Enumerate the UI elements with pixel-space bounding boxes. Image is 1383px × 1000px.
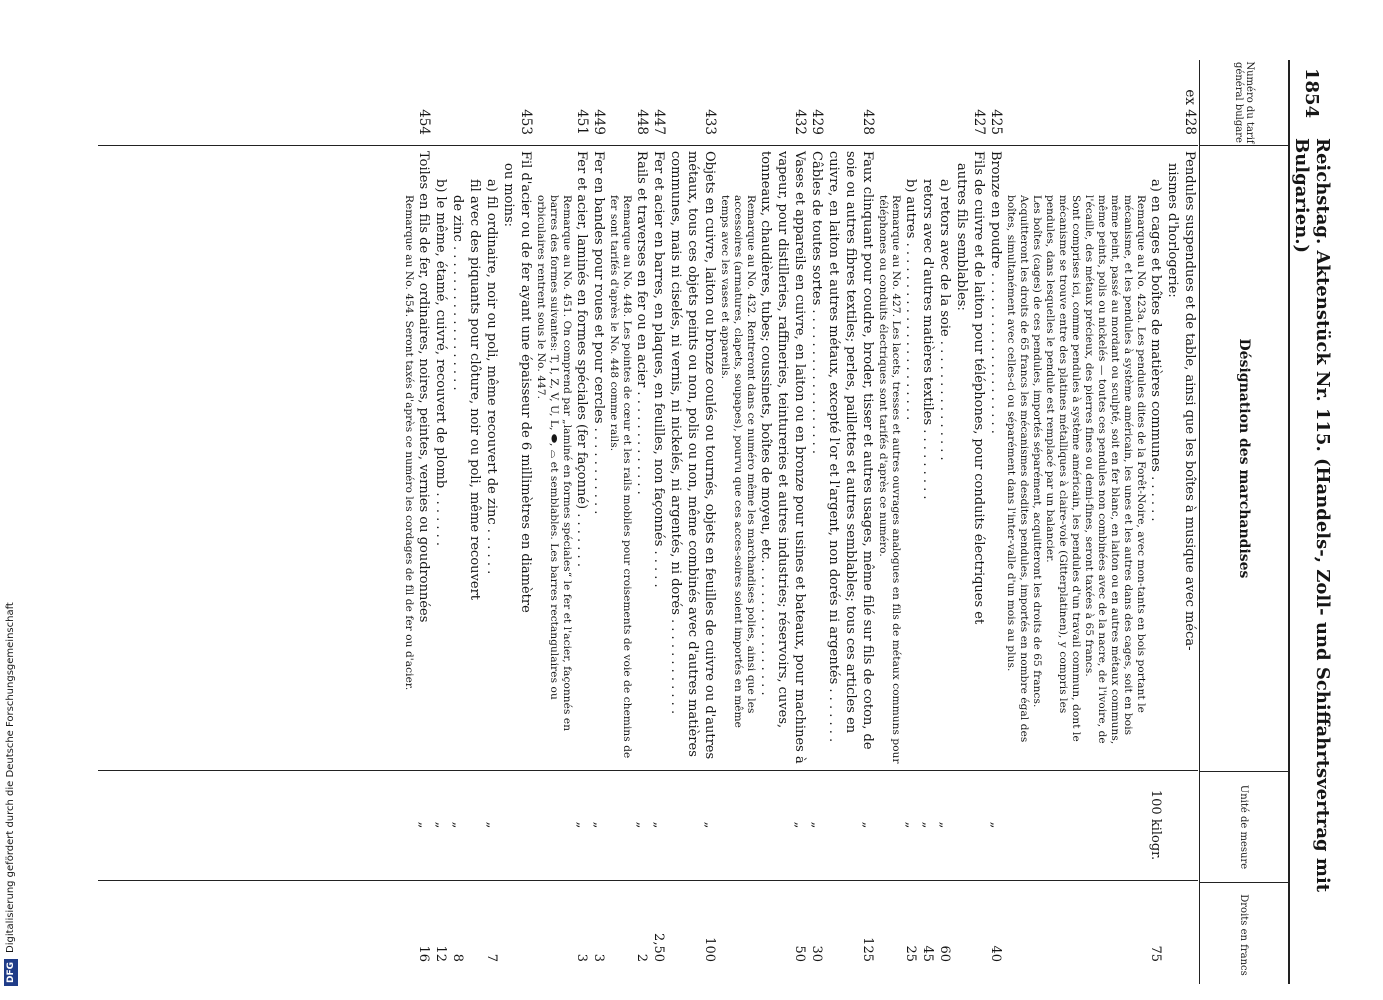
column-divider bbox=[98, 145, 1198, 146]
designation-text: Fer en bandes pour roues et pour cercles . . . . . . . . . . . bbox=[591, 151, 606, 515]
tariff-number bbox=[534, 60, 573, 145]
designation-text: b) autres . . . . . . . . . . . . . . . . . . . . . . bbox=[903, 179, 918, 421]
duty-francs bbox=[718, 880, 757, 984]
table-row bbox=[1181, 60, 1198, 984]
running-title: Reichstag. Aktenstück Nr. 115. (Handels-, Zoll- und Schiffahrtsvertrag mit Bulgarien.) bbox=[1291, 138, 1333, 893]
designation-text: Vases et appareils en cuivre, en laiton ou en bronze pour usines et bateaux, pour machines à vapeur, pour distilleries, raffineries, teintureries et autres industries; réservoirs, cuves, tonneaux, chaudières, tubes; coussinets, boîtes de moyeu, etc. . . . . . . . . . . . . . . . . bbox=[758, 151, 807, 764]
duty-francs bbox=[500, 880, 517, 984]
designation-text: Remarque au No. 454. Seront taxés d'après ce numéro les cordages de fil de fer ou d'acier. bbox=[403, 195, 415, 691]
duty-francs bbox=[953, 880, 970, 984]
unit-of-measure: „ bbox=[809, 821, 824, 829]
table-row bbox=[1082, 60, 1147, 984]
table-row bbox=[466, 60, 483, 984]
table-row bbox=[534, 60, 573, 984]
table-row bbox=[1004, 60, 1030, 984]
table-row bbox=[483, 60, 500, 984]
unit-of-measure bbox=[1030, 770, 1043, 880]
designation-text: Fils de cuivre et de laiton pour téléphones, pour conduits électriques et bbox=[971, 151, 986, 625]
duty-francs: 45 bbox=[920, 945, 935, 962]
tariff-number bbox=[1043, 60, 1082, 145]
designation-text: Pendules suspendues et de table, ainsi que les boîtes à musique avec méca- bbox=[1182, 151, 1197, 651]
unit-of-measure bbox=[607, 770, 633, 880]
tariff-number: 449 bbox=[591, 109, 607, 135]
tariff-number: 433 bbox=[702, 109, 718, 135]
unit-of-measure: „ bbox=[416, 821, 431, 829]
designation-text: fil avec des piquants pour clôture, noir ou poli, même recouvert bbox=[467, 179, 482, 601]
tariff-number bbox=[718, 60, 757, 145]
table-body bbox=[98, 60, 1198, 984]
duty-francs bbox=[402, 880, 415, 984]
tariff-number: 427 bbox=[971, 109, 987, 135]
designation-text: a) en cages et boîtes de matières communes . . . . . . bbox=[1148, 179, 1163, 522]
tariff-number bbox=[1030, 60, 1043, 145]
table-row bbox=[970, 60, 987, 984]
table-row bbox=[1030, 60, 1043, 984]
duty-francs: 30 bbox=[809, 945, 824, 962]
tariff-number: 453 bbox=[518, 109, 534, 135]
table-row bbox=[607, 60, 633, 984]
unit-of-measure bbox=[970, 770, 987, 880]
tariff-number: 451 bbox=[574, 109, 590, 135]
duty-francs bbox=[1030, 880, 1043, 984]
tariff-number bbox=[402, 60, 415, 145]
duty-francs: 40 bbox=[988, 945, 1003, 962]
duty-francs: 3 bbox=[591, 953, 606, 962]
table-row bbox=[876, 60, 902, 984]
tariff-table bbox=[98, 60, 1290, 984]
tariff-number: 432 bbox=[792, 109, 808, 135]
tariff-number: 447 bbox=[651, 109, 667, 135]
side-note-text: Digitalisierung gefördert durch die Deutsche Forschungsgemeinschaft bbox=[5, 602, 16, 953]
unit-of-measure bbox=[1082, 770, 1147, 880]
duty-francs bbox=[534, 880, 573, 984]
unit-of-measure: „ bbox=[591, 821, 606, 829]
table-row bbox=[650, 60, 667, 984]
designation-text: Acquitteront les droits de 65 francs les mécanismes desdites pendules, importés en nombre égal des boîtes, simultanément avec celles-ci ou séparément dans l'inter-valle d'un mois au plus. bbox=[1005, 195, 1030, 743]
column-divider bbox=[98, 880, 1198, 881]
tariff-number: 425 bbox=[988, 109, 1004, 135]
dfg-logo: DFG bbox=[4, 959, 18, 986]
unit-of-measure bbox=[718, 770, 757, 880]
table-row bbox=[415, 60, 432, 984]
tariff-number bbox=[1082, 60, 1147, 145]
duty-francs bbox=[1004, 880, 1030, 984]
tariff-number bbox=[919, 60, 936, 145]
unit-of-measure bbox=[1181, 770, 1198, 880]
designation-text: Câbles de toutes sortes . . . . . . . . . . . . . . . . . . bbox=[809, 151, 824, 455]
tariff-number bbox=[607, 60, 633, 145]
table-row bbox=[987, 60, 1004, 984]
table-row bbox=[432, 60, 449, 984]
tariff-number bbox=[876, 60, 902, 145]
unit-of-measure: „ bbox=[792, 821, 807, 829]
unit-of-measure: „ bbox=[634, 821, 649, 829]
unit-of-measure bbox=[466, 770, 483, 880]
tariff-number: 454 bbox=[416, 109, 432, 135]
unit-of-measure bbox=[402, 770, 415, 880]
unit-of-measure bbox=[517, 770, 534, 880]
unit-of-measure bbox=[1004, 770, 1030, 880]
unit-of-measure bbox=[500, 770, 517, 880]
header-unite: Unité de mesure bbox=[1200, 772, 1288, 883]
designation-text: Fer et acier en barres, en plaques, en feuilles, non façonnés . . . . . bbox=[651, 151, 666, 588]
table-row bbox=[402, 60, 415, 984]
table-row bbox=[718, 60, 757, 984]
unit-of-measure: „ bbox=[651, 821, 666, 829]
designation-text: a) fil ordinaire, noir ou poli, même recouvert de zinc . . . . . . bbox=[484, 179, 499, 575]
table-row bbox=[919, 60, 936, 984]
unit-of-measure: 100 kilogr. bbox=[1148, 789, 1163, 861]
designation-text: Remarque au No. 427. Les lacets, tresses et autres ouvrages analogues en fils de métaux communs pour téléphones ou conduits électriques sont tarifés d'après ce numéro. bbox=[877, 195, 902, 764]
side-note bbox=[0, 0, 22, 1000]
tariff-number bbox=[449, 60, 466, 145]
designation-text: a) retors avec de la soie . . . . . . . . . . . . . . . bbox=[937, 179, 952, 461]
unit-of-measure: „ bbox=[903, 821, 918, 829]
table-row bbox=[825, 60, 876, 984]
table-row bbox=[757, 60, 808, 984]
unit-of-measure: „ bbox=[433, 821, 448, 829]
duty-francs: 50 bbox=[792, 945, 807, 962]
unit-of-measure: „ bbox=[484, 821, 499, 829]
designation-text: Remarque au No. 432. Rentreront dans ce numéro même les marchandises polies, ainsi que les accessoires (armatures, clapets, soupapes), pourvu que ces acces-soires soient importés en même temps avec les vases et appareils. bbox=[719, 195, 757, 728]
unit-of-measure: „ bbox=[988, 821, 1003, 829]
designation-text: Fer et acier, laminés en formes spéciales (fer façonné) . . . . . . . bbox=[574, 151, 589, 567]
tariff-number bbox=[953, 60, 970, 145]
duty-francs: 75 bbox=[1148, 945, 1163, 962]
running-header bbox=[1291, 60, 1333, 984]
unit-of-measure: „ bbox=[450, 821, 465, 829]
duty-francs bbox=[970, 880, 987, 984]
unit-of-measure bbox=[953, 770, 970, 880]
tariff-number bbox=[936, 60, 953, 145]
duty-francs bbox=[517, 880, 534, 984]
designation-text: de zinc . . . . . . . . . . . . . . . . . . bbox=[450, 195, 465, 391]
tariff-number bbox=[500, 60, 517, 145]
table-row bbox=[633, 60, 650, 984]
tariff-number: 428 bbox=[860, 109, 876, 135]
table-row bbox=[449, 60, 466, 984]
designation-text: Bronze en poudre . . . . . . . . . . . . . . . . . . . . bbox=[988, 151, 1003, 434]
designation-text: ou moins: bbox=[501, 163, 516, 228]
designation-text: Faux clinquant pour coudre, broder, tisser et autres usages, même filé sur fils de coton, de soie ou autres fibres textiles; perles, paillettes et autres semblables; tous ces articles en cuivre, en laiton et autres métaux, excepté l'or et l'argent, non dorés ni argentés . . . . . . . bbox=[826, 151, 875, 750]
table-row bbox=[1164, 60, 1181, 984]
duty-francs: 100 bbox=[702, 937, 717, 962]
tariff-number bbox=[1164, 60, 1181, 145]
duty-francs bbox=[1164, 880, 1181, 984]
duty-francs bbox=[607, 880, 633, 984]
duty-francs: 60 bbox=[937, 945, 952, 962]
header-numero: Numéro du tarif général bulgare bbox=[1233, 61, 1255, 144]
designation-text: Sont comprises ici, comme pendules à système américain, les pendules d'un travail commun, dont le mécanisme se trouve entre des platines métalliques à claire-voie (Gitterplatinen), y compris les pendules, dans lesquelles le pendule est remplacé par un balancier. bbox=[1044, 195, 1082, 742]
table-row bbox=[590, 60, 607, 984]
designation-text: Toiles en fils de fer, ordinaires, noires, peintes, vernies ou goudronnées bbox=[416, 151, 431, 623]
designation-text: autres fils semblables: bbox=[954, 163, 969, 311]
column-divider bbox=[98, 770, 1198, 771]
unit-of-measure bbox=[534, 770, 573, 880]
table-row bbox=[517, 60, 534, 984]
duty-francs: 25 bbox=[903, 945, 918, 962]
document-page bbox=[90, 60, 1333, 984]
duty-francs bbox=[1043, 880, 1082, 984]
duty-francs: 2 bbox=[634, 953, 649, 962]
designation-text: Fil d'acier ou de fer ayant une épaisseur de 6 millimètres en diamètre bbox=[518, 151, 533, 613]
tariff-number bbox=[483, 60, 500, 145]
tariff-number bbox=[466, 60, 483, 145]
duty-francs bbox=[1082, 880, 1147, 984]
duty-francs: 3 bbox=[574, 953, 589, 962]
designation-text: Remarque au No. 448. Les pointes de cœur et les rails mobiles pour croisements de voie de chemins de fer sont tarifés d'après le No. 448 comme rails. bbox=[608, 195, 633, 759]
unit-of-measure: „ bbox=[920, 821, 935, 829]
tariff-number bbox=[902, 60, 919, 145]
tariff-number: ex 428 bbox=[1182, 89, 1198, 135]
duty-francs bbox=[1181, 880, 1198, 984]
duty-francs: 125 bbox=[860, 937, 875, 962]
table-row bbox=[500, 60, 517, 984]
unit-of-measure: „ bbox=[574, 821, 589, 829]
table-row bbox=[808, 60, 825, 984]
table-row bbox=[902, 60, 919, 984]
tariff-number bbox=[1147, 60, 1164, 145]
duty-francs: 8 bbox=[450, 953, 465, 962]
table-row bbox=[1147, 60, 1164, 984]
designation-text: Rails et traverses en fer ou en acier . . . . . . . . . . . . . bbox=[634, 151, 649, 495]
table-header bbox=[1199, 60, 1288, 984]
table-row bbox=[1043, 60, 1082, 984]
table-row bbox=[573, 60, 590, 984]
duty-francs bbox=[876, 880, 902, 984]
designation-text: retors avec d'autres matières textiles . . . . . . . . . bbox=[920, 179, 935, 500]
header-designation: Désignation des marchandises bbox=[1200, 145, 1288, 772]
header-droits: Droits en francs bbox=[1238, 894, 1250, 976]
designation-text: Les boîtes (cages) de ces pendules, importés séparément, acquitteront les droits de 65 francs. bbox=[1031, 195, 1043, 708]
unit-of-measure: „ bbox=[702, 821, 717, 829]
duty-francs: 7 bbox=[484, 953, 499, 962]
tariff-number bbox=[1004, 60, 1030, 145]
unit-of-measure: „ bbox=[937, 821, 952, 829]
tariff-number bbox=[432, 60, 449, 145]
designation-text: Remarque au No. 423a. Les pendules dites de la Forêt-Noire, avec mon-tants en bois portant le mécanisme, et les pendules à système américain, les unes et les autres dans des cages, soit en bois même peint, passé au mordant ou sculpté, soit en fer blanc, en laiton ou en autres métaux communs, même peints, polis ou nickelés — toutes ces pendules non combinées avec de la nacre, de l'ivoire, de l'écaille, des métaux précieux, des pierres fines ou demi-fines, seront taxées à 65 francs. bbox=[1083, 195, 1147, 745]
designation-text: Objets en cuivre, laiton ou bronze coulés ou tournés, objets en feuilles de cuivre ou d'autres métaux, tous ces objets peints ou non, polis ou non, même combinés avec d'autres matières communes, mais ni ciselés, ni vernis, ni nickelés, ni argentés, ni dorés . . . . . . . . . . . . bbox=[668, 151, 717, 760]
designation-text: b) le même, étamé, cuivré, recouvert de plomb . . . . . . . bbox=[433, 179, 448, 547]
duty-francs: 12 bbox=[433, 945, 448, 962]
unit-of-measure bbox=[876, 770, 902, 880]
table-row bbox=[953, 60, 970, 984]
designation-text: nismes d'horlogerie: bbox=[1165, 163, 1180, 298]
tariff-number: 448 bbox=[634, 109, 650, 135]
unit-of-measure: „ bbox=[860, 821, 875, 829]
page-number: 1854 bbox=[1301, 68, 1323, 119]
duty-francs: 2,50 bbox=[651, 933, 666, 962]
unit-of-measure bbox=[1164, 770, 1181, 880]
unit-of-measure bbox=[1043, 770, 1082, 880]
table-row bbox=[936, 60, 953, 984]
tariff-number: 429 bbox=[809, 109, 825, 135]
duty-francs bbox=[466, 880, 483, 984]
duty-francs: 16 bbox=[416, 945, 431, 962]
designation-text: Remarque au No. 451. On comprend par „laminé en formes spéciales“ le fer et l'acier, façonnés en barres des formes suivantes: T, I, Z, V, U, L, ⬬, ⌓ et semblables. Les barres rectangulaires ou orbiculaires rentrent sous le No. 447. bbox=[535, 195, 573, 732]
table-row bbox=[667, 60, 718, 984]
